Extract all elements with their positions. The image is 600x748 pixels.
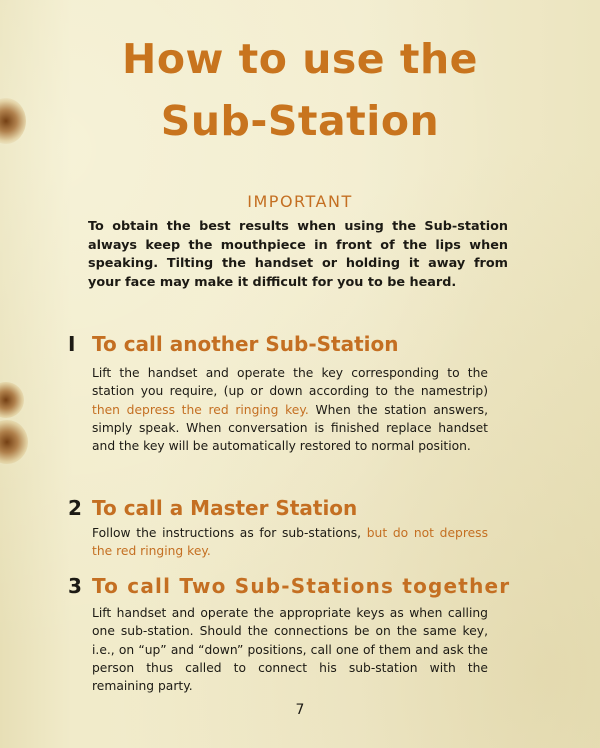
section-3-title: To call Two Sub-Stations together: [92, 574, 511, 598]
section-2-title: To call a Master Station: [92, 496, 358, 520]
section-1-text: [92, 364, 488, 455]
important-text: To obtain the best results when using the Sub-station always keep the mouthpiece in front of the lips when speaking. Tilting the handset or holding it away from your face may make it difficult for you to be heard.: [88, 219, 508, 290]
section-2-heading: [68, 496, 357, 520]
important-heading: IMPORTANT: [247, 192, 353, 211]
section-2-number: 2: [68, 496, 82, 520]
section-1-text-b: When the station answers, simply speak. When conversation is finished replace handset and the key will be automatically restored to normal position.: [92, 402, 488, 454]
section-2-text: [92, 524, 488, 561]
section-3-heading: [68, 574, 510, 598]
section-1-number: I: [68, 332, 76, 356]
section-1-heading: [68, 332, 399, 356]
rust-stain-mid: [0, 382, 24, 418]
page-title-line-2: Sub-Station: [160, 97, 440, 145]
page-number: 7: [295, 702, 305, 718]
section-1-text-a: Lift the handset and operate the key corresponding to the station you require, (up or down according to the namestrip): [92, 366, 488, 399]
rust-stain-low: [0, 420, 28, 464]
section-3-number: 3: [68, 574, 84, 598]
section-1-title: To call another Sub-Station: [92, 332, 399, 356]
page-title-line-1: How to use the: [122, 35, 478, 83]
section-3-text-a: Lift handset and operate the appropriate keys as when calling one sub-station. Should the connections be on the same key, i.e., on “up” and “down” positions, call one of them and ask the person thus called to connect his sub-station with the remaining party.: [92, 606, 488, 694]
section-2-text-a: Follow the instructions as for sub-stations,: [92, 526, 362, 540]
section-2-text-red: but do not depress the red ringing key.: [92, 526, 488, 559]
section-1-text-red: then depress the red ringing key.: [92, 402, 309, 417]
section-3-text: [92, 604, 488, 695]
